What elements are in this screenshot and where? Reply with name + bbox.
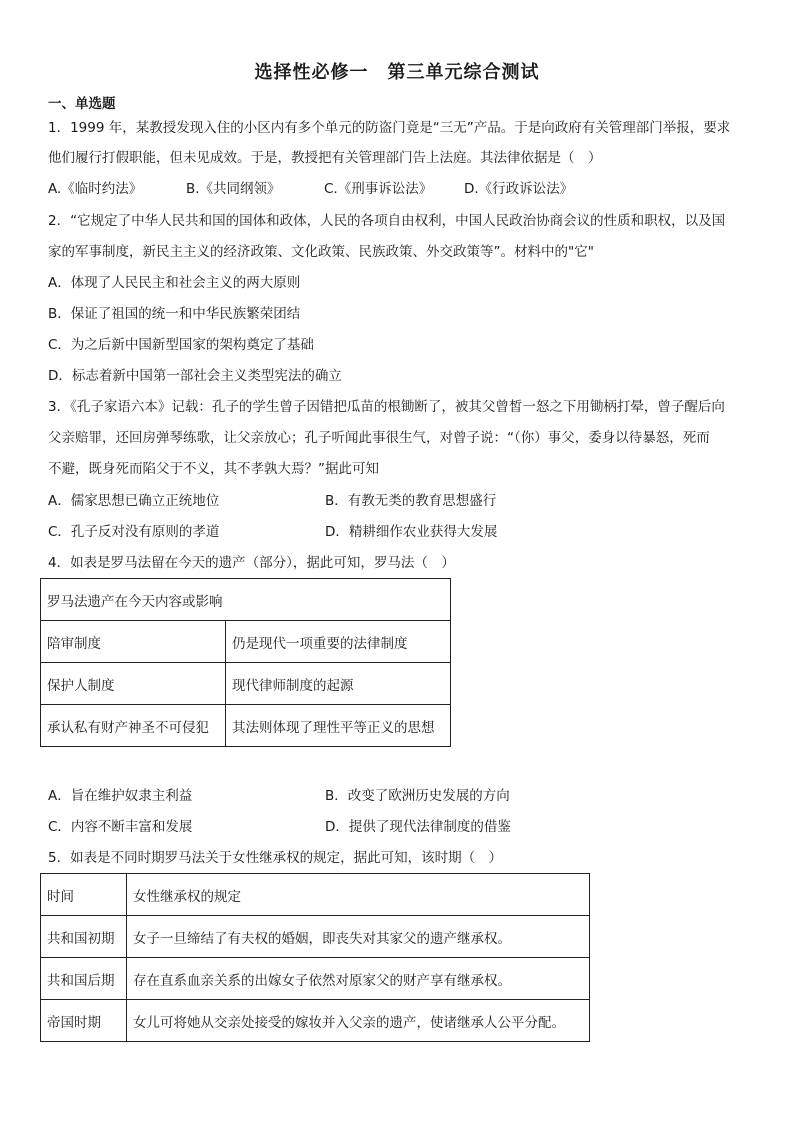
q1-option-a: A.《临时约法》: [48, 181, 143, 197]
q1-options: [48, 180, 573, 198]
section-heading: 一、单选题: [48, 96, 116, 112]
q2-stem-line-1: 2．“它规定了中华人民共和国的国体和政体，人民的各项自由权利，中国人民政治协商会议的性质和职权，以及国: [48, 213, 726, 229]
q2-option-a: A．体现了人民民主和社会主义的两大原则: [48, 275, 301, 291]
table-cell: 女子一旦缔结了有夫权的婚姻，即丧失对其家父的遗产继承权。: [127, 916, 590, 958]
q3-stem-line-3: 不避，既身死而陷父于不义，其不孝孰大焉？”据此可知: [48, 461, 379, 477]
page-title: 选择性必修一 第三单元综合测试: [254, 62, 540, 83]
q1-stem-line-2: 他们履行打假职能，但未见成效。于是，教授把有关管理部门告上法庭。其法律依据是（ ）: [48, 150, 602, 166]
table-row: [41, 579, 451, 621]
q4-options-row-2: [48, 818, 511, 836]
q4-table-header: 罗马法遗产在今天内容或影响: [41, 579, 451, 621]
q4-stem: 4．如表是罗马法留在今天的遗产（部分），据此可知，罗马法（ ）: [48, 555, 455, 571]
q2-option-b: B．保证了祖国的统一和中华民族繁荣团结: [48, 306, 301, 322]
table-cell: 现代律师制度的起源: [226, 663, 451, 705]
table-row: [41, 621, 451, 663]
q5-stem: 5．如表是不同时期罗马法关于女性继承权的规定，据此可知，该时期（ ）: [48, 850, 503, 866]
q5-header-time: 时间: [41, 874, 127, 916]
table-cell: 共和国初期: [41, 916, 127, 958]
table-row: [41, 1000, 590, 1042]
table-cell: 仍是现代一项重要的法律制度: [226, 621, 451, 663]
q4-table: [40, 578, 451, 747]
q3-option-c: C．孔子反对没有原则的孝道: [48, 524, 220, 540]
table-cell: 保护人制度: [41, 663, 226, 705]
q3-stem-line-1: 3．《孔子家语六本》记载：孔子的学生曾子因错把瓜苗的根锄断了，被其父曾皙一怒之下用锄柄打晕，曾子醒后向: [48, 399, 725, 415]
q1-option-c: C.《刑事诉讼法》: [324, 181, 433, 197]
q1-option-d: D.《行政诉讼法》: [464, 181, 574, 197]
table-cell: 存在直系血亲关系的出嫁女子依然对原家父的财产享有继承权。: [127, 958, 590, 1000]
table-row: [41, 663, 451, 705]
table-row: [41, 874, 590, 916]
q3-stem-line-2: 父亲赔罪，还回房弹琴练歌，让父亲放心；孔子听闻此事很生气，对曾子说：“（你）事父，委身以待暴怒，死而: [48, 430, 710, 446]
table-cell: 陪审制度: [41, 621, 226, 663]
table-cell: 帝国时期: [41, 1000, 127, 1042]
q4-option-d: D．提供了现代法律制度的借鉴: [325, 819, 511, 835]
table-cell: 女儿可将她从交亲处接受的嫁妆并入父亲的遗产，使诸继承人公平分配。: [127, 1000, 590, 1042]
table-cell: 承认私有财产神圣不可侵犯: [41, 705, 226, 747]
q4-option-a: A．旨在维护奴隶主利益: [48, 788, 193, 804]
q1-stem-line-1: 1．1999 年，某教授发现入住的小区内有多个单元的防盗门竟是“三无”产品。于是向政府有关管理部门举报，要求: [48, 120, 731, 136]
table-row: [41, 705, 451, 747]
table-cell: 其法则体现了理性平等正义的思想: [226, 705, 451, 747]
q4-option-c: C．内容不断丰富和发展: [48, 819, 193, 835]
q5-table: [40, 873, 590, 1042]
q3-options-row-2: [48, 523, 497, 541]
q2-option-d: D．标志着新中国第一部社会主义类型宪法的确立: [48, 368, 342, 384]
q3-option-b: B．有教无类的教育思想盛行: [325, 493, 497, 509]
q2-stem-line-2: 家的军事制度，新民主主义的经济政策、文化政策、民族政策、外交政策等”。材料中的"它": [48, 244, 594, 260]
q4-options-row-1: [48, 787, 510, 805]
q3-options-row-1: [48, 492, 496, 510]
q5-header-rule: 女性继承权的规定: [127, 874, 590, 916]
q3-option-d: D．精耕细作农业获得大发展: [325, 524, 498, 540]
q4-option-b: B．改变了欧洲历史发展的方向: [325, 788, 510, 804]
table-cell: 共和国后期: [41, 958, 127, 1000]
table-row: [41, 916, 590, 958]
q1-option-b: B.《共同纲领》: [186, 181, 281, 197]
table-row: [41, 958, 590, 1000]
q3-option-a: A．儒家思想已确立正统地位: [48, 493, 220, 509]
q2-option-c: C．为之后新中国新型国家的架构奠定了基础: [48, 337, 314, 353]
